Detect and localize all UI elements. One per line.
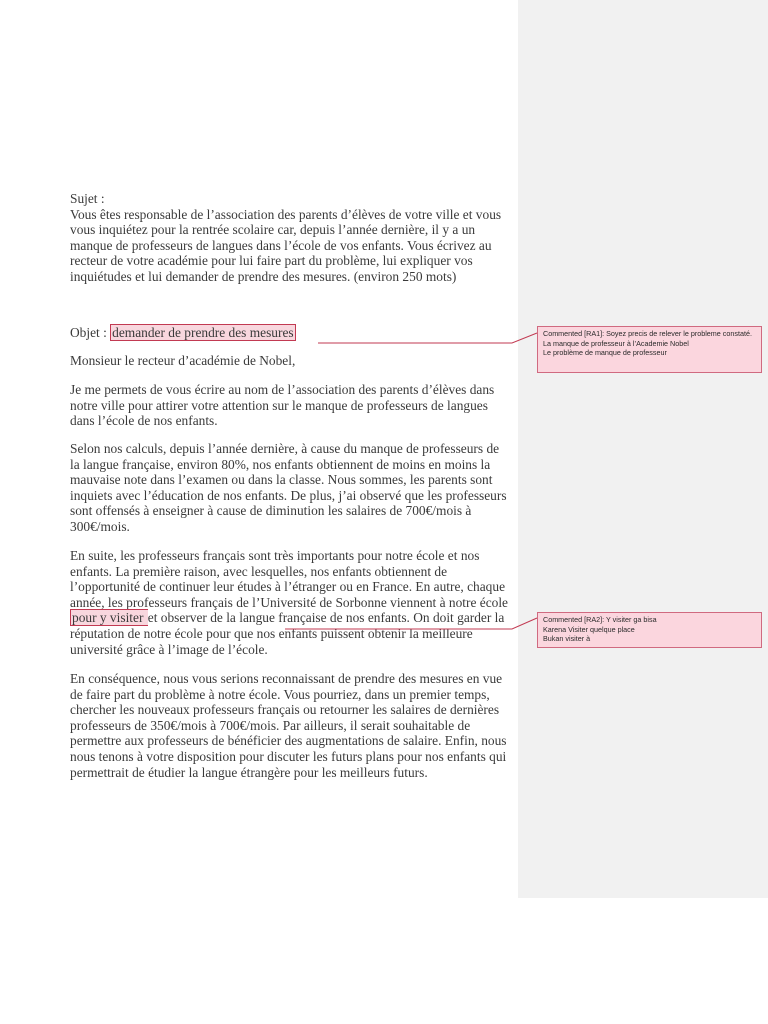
comment-ra1-head: Commented [RA1]: (543, 329, 607, 338)
visiter-highlight[interactable]: pour y visiter (72, 610, 147, 626)
comment-ra1-line-1: Soyez precis de relever le probleme constaté. (606, 329, 752, 338)
salutation: Monsieur le recteur d’académie de Nobel, (70, 353, 296, 368)
paragraph-3 (70, 548, 510, 657)
comment-ra1[interactable] (537, 326, 762, 373)
objet-highlight[interactable]: demander de prendre des mesures (112, 325, 294, 340)
comment-ra2-line-3: Bukan visiter à (543, 634, 591, 644)
comment-ra2-line-1: Y visiter ga bisa (606, 615, 657, 624)
objet-label: Objet : (70, 325, 111, 340)
subject-block (70, 191, 510, 285)
comment-ra2[interactable] (537, 612, 762, 648)
comment-ra1-line-3: Le problème de manque de professeur (543, 348, 667, 358)
comment-ra2-head: Commented [RA2]: (543, 615, 606, 624)
paragraph-1: Je me permets de vous écrire au nom de l’association des parents d’élèves dans notre ville pour attirer votre attention sur le manque de professeurs de langues dans l’école de nos enfants. (70, 382, 495, 429)
paragraph-2: Selon nos calculs, depuis l’année dernière, à cause du manque de professeurs de la langue française, environ 80%, nos enfants obtiennent de moins en moins la mauvaise note dans l’examen ou dans la classe. Nous sommes, les parents sont inquiets avec l’éducation de nos enfants. De plus, j’ai observé que les professeurs sont offensés à enseigner à cause de diminution les salaires de 700€/mois à 300€/mois. (70, 441, 507, 534)
comment-ra2-line-2: Karena Visiter quelque place (543, 624, 635, 634)
paragraph-3-after: et observer de la langue française de nos enfants. On doit garder la réputation de notre école pour que nos enfants puissent obtenir la meilleure université grâce à l’image de l’école. (70, 610, 505, 657)
paragraph-4: En conséquence, nous vous serions reconnaissant de prendre des mesures en vue de faire part du problème à notre école. Vous pourriez, dans un premier temps, chercher les nouveaux professeurs français ou retourner les salaires de dernières professeurs de 350€/mois à 700€/mois. Par ailleurs, il serait souhaitable de permettre aux professeurs de bénéficier des augmentations de salaire. Enfin, nous nous tenons à votre disposition pour discuter les futurs plans pour nos enfants qui permettrait de étudier la langue étrangère pour les meilleurs futurs. (70, 671, 507, 780)
comment-ra1-line-2: La manque de professeur à l’Academie Nobel (543, 338, 689, 348)
subject-text: Vous êtes responsable de l’association des parents d’élèves de votre ville et vous vous inquiétez pour la rentrée scolaire car, depuis l’année dernière, il y a un manque de professeurs de langues dans l’école de vos enfants. Vous écrivez au recteur de votre académie pour lui faire part du problème, lui expliquer vos inquiétudes et lui demander de prendre des mesures. (environ 250 mots) (70, 206, 502, 284)
subject-label: Sujet : (70, 191, 105, 206)
objet-line (70, 325, 510, 341)
paragraph-3-before: En suite, les professeurs français sont très importants pour notre école et nos enfants. La première raison, avec lesquelles, nos enfants obtiennent de l’opportunité de continuer leur études à l’étranger ou en France. En autre, chaque année, les professeurs français de l’Université de Sorbonne viennent à notre école (70, 548, 509, 610)
comment-pane (518, 0, 768, 898)
